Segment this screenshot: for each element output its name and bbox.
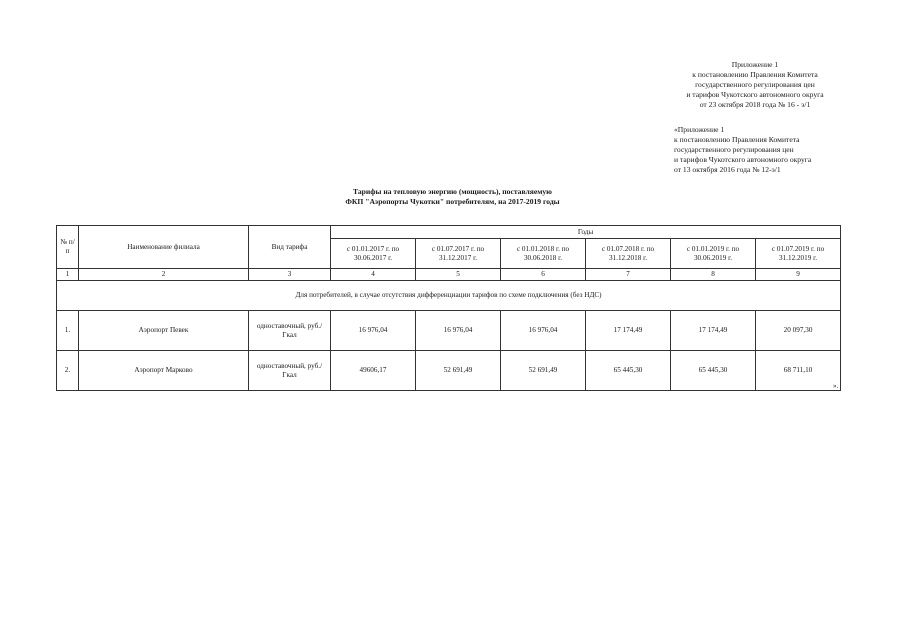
header-years: Годы — [331, 226, 841, 239]
column-number: 3 — [249, 269, 331, 281]
table-row — [57, 311, 841, 351]
appendix-new-line: к постановлению Правления Комитета — [692, 70, 818, 79]
header-period: с 01.07.2018 г. по 31.12.2018 г. — [586, 239, 671, 269]
column-number: 9 — [756, 269, 841, 281]
section-row — [57, 281, 841, 311]
row-branch: Аэропорт Марково — [79, 351, 249, 391]
header-period: с 01.07.2017 г. по 31.12.2017 г. — [416, 239, 501, 269]
column-number: 7 — [586, 269, 671, 281]
column-numbers-row — [57, 269, 841, 281]
document-title-line-1: Тарифы на тепловую энергию (мощность), поставляемую — [353, 187, 552, 196]
appendix-old-line: к постановлению Правления Комитета — [674, 135, 800, 144]
document-title-line-2: ФКП "Аэропорты Чукотки" потребителям, на 2017-2019 годы — [345, 197, 560, 206]
header-period: с 01.01.2019 г. по 30.06.2019 г. — [671, 239, 756, 269]
header-period: с 01.01.2018 г. по 30.06.2018 г. — [501, 239, 586, 269]
row-value: 17 174,49 — [671, 311, 756, 351]
tariff-table — [56, 225, 841, 391]
row-value: 16 976,04 — [501, 311, 586, 351]
appendix-new-line: Приложение 1 — [731, 60, 779, 69]
row-value: 17 174,49 — [586, 311, 671, 351]
row-value: 20 097,30 — [756, 311, 841, 351]
column-number: 1 — [57, 269, 79, 281]
row-value: 65 445,30 — [586, 351, 671, 391]
row-num: 2. — [57, 351, 79, 391]
row-tariff-type: одноставочный, руб./Гкал — [249, 311, 331, 351]
appendix-old-line: государственного регулирования цен — [674, 145, 794, 154]
row-tariff-type: одноставочный, руб./Гкал — [249, 351, 331, 391]
column-number: 8 — [671, 269, 756, 281]
appendix-old-line: «Приложение 1 — [674, 125, 725, 134]
column-number: 2 — [79, 269, 249, 281]
appendix-new-line: и тарифов Чукотского автономного округа — [686, 90, 824, 99]
document-title — [180, 187, 725, 207]
row-value: 16 976,04 — [416, 311, 501, 351]
row-value: 52 691,49 — [416, 351, 501, 391]
header-num: № п/п — [57, 226, 79, 269]
row-value: 68 711,10 — [756, 351, 841, 391]
appendix-new-line: государственного регулирования цен — [695, 80, 815, 89]
row-branch: Аэропорт Певек — [79, 311, 249, 351]
column-number: 5 — [416, 269, 501, 281]
appendix-old-line: от 13 октября 2016 года № 12-э/1 — [674, 165, 781, 174]
appendix-old-block — [674, 125, 884, 175]
closing-quote-mark: ». — [833, 382, 839, 390]
row-value: 65 445,30 — [671, 351, 756, 391]
header-period: с 01.01.2017 г. по 30.06.2017 г. — [331, 239, 416, 269]
row-num: 1. — [57, 311, 79, 351]
row-value: 49606,17 — [331, 351, 416, 391]
column-number: 4 — [331, 269, 416, 281]
appendix-new-line: от 23 октября 2018 года № 16 - э/1 — [699, 100, 811, 109]
column-number: 6 — [501, 269, 586, 281]
row-value: 52 691,49 — [501, 351, 586, 391]
table-row — [57, 351, 841, 391]
header-tariff-type: Вид тарифа — [249, 226, 331, 269]
table-header-row — [57, 226, 841, 239]
appendix-new-block — [640, 60, 870, 110]
header-period: с 01.07.2019 г. по 31.12.2019 г. — [756, 239, 841, 269]
header-branch: Наименование филиала — [79, 226, 249, 269]
row-value: 16 976,04 — [331, 311, 416, 351]
appendix-old-line: и тарифов Чукотского автономного округа — [674, 155, 812, 164]
section-label: Для потребителей, в случае отсутствия дифференциации тарифов по схеме подключения (без НДС) — [57, 281, 841, 311]
